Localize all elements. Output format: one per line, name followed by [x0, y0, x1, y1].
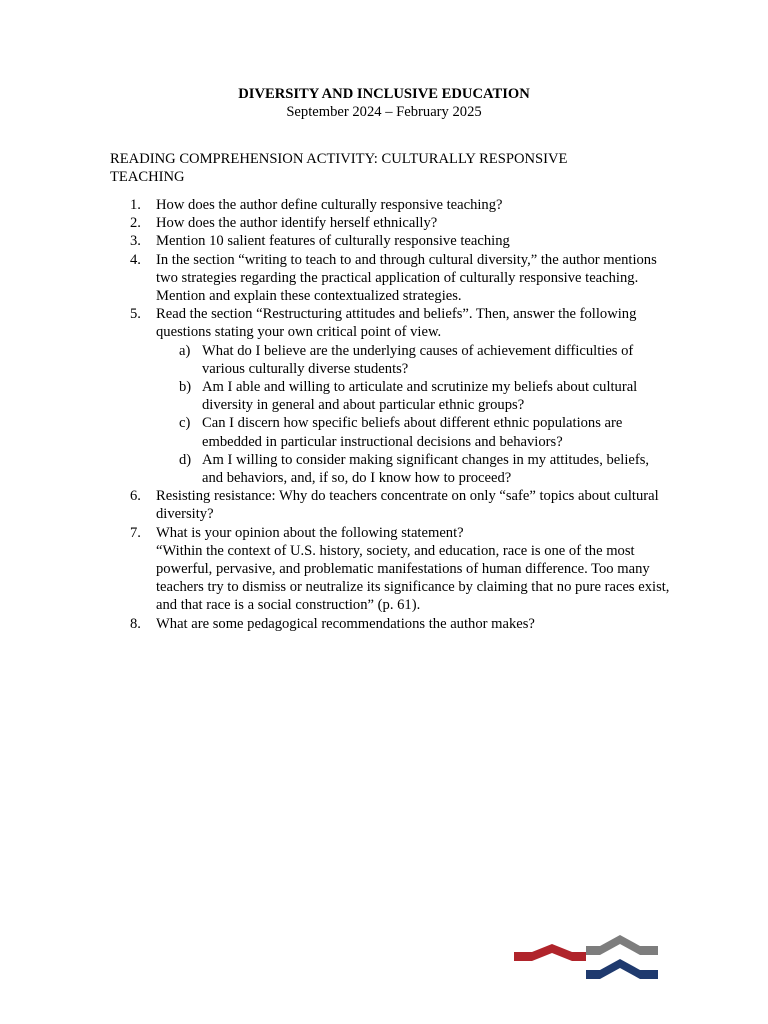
question-6	[110, 487, 670, 523]
sub-question-text: Am I willing to consider making significant changes in my attitudes, beliefs, and behaviors, and, if so, do I know how to proceed?	[202, 451, 650, 487]
question-list	[110, 196, 670, 633]
sub-question-c	[156, 414, 670, 450]
question-2	[110, 214, 670, 232]
question-number: 2.	[130, 215, 141, 232]
question-7	[110, 524, 670, 615]
question-4	[110, 251, 670, 306]
sub-question-letter: a)	[179, 342, 191, 359]
sub-question-letter: d)	[179, 451, 192, 468]
sub-question-b	[156, 378, 670, 414]
question-number: 3.	[130, 233, 141, 250]
question-text: Read the section “Restructuring attitudes and beliefs”. Then, answer the following questions stating your own critical point of view.	[156, 306, 637, 341]
logo-red-chevron	[514, 944, 586, 961]
question-number: 4.	[130, 251, 141, 268]
logo-gray-chevron	[586, 935, 658, 955]
institution-logo-icon	[512, 932, 662, 984]
logo-navy-chevron	[586, 959, 658, 979]
question-quote: “Within the context of U.S. history, society, and education, race is one of the most powerful, pervasive, and problematic manifestations of human difference. Too many teachers try to dismiss or neutralize its significance by claiming that no pure races exist, and that race is a social construction” (p. 61).	[156, 542, 670, 614]
question-text: Mention 10 salient features of culturally responsive teaching	[156, 233, 510, 250]
document-title: DIVERSITY AND INCLUSIVE EDUCATION	[238, 86, 530, 102]
sub-question-letter: c)	[179, 415, 191, 432]
sub-question-letter: b)	[179, 379, 192, 396]
question-number: 6.	[130, 488, 141, 505]
sub-question-d	[156, 451, 670, 487]
sub-question-a	[156, 342, 670, 378]
question-number: 5.	[130, 306, 141, 323]
sub-question-text: What do I believe are the underlying causes of achievement difficulties of various culturally diverse students?	[202, 342, 634, 377]
sub-question-list	[156, 342, 670, 488]
question-1	[110, 196, 670, 214]
question-number: 8.	[130, 615, 141, 632]
question-number: 1.	[130, 197, 141, 213]
question-text: How does the author identify herself ethnically?	[156, 215, 438, 232]
question-text: Resisting resistance: Why do teachers concentrate on only “safe” topics about cultural diversity?	[156, 488, 659, 523]
question-3	[110, 232, 670, 250]
question-8	[110, 615, 670, 633]
question-5	[110, 305, 670, 487]
document-dates: September 2024 – February 2025	[286, 104, 482, 120]
sub-question-text: Can I discern how specific beliefs about different ethnic populations are embedded in particular instructional decisions and behaviors?	[202, 415, 623, 450]
sub-question-text: Am I able and willing to articulate and scrutinize my beliefs about cultural diversity in general and about particular ethnic groups?	[202, 379, 638, 414]
question-text: What is your opinion about the following statement?	[156, 524, 464, 541]
question-text: What are some pedagogical recommendations the author makes?	[156, 615, 535, 632]
activity-heading: READING COMPREHENSION ACTIVITY: CULTURALLY RESPONSIVE TEACHING	[110, 151, 568, 185]
question-number: 7.	[130, 524, 141, 541]
question-text: In the section “writing to teach to and through cultural diversity,” the author mentions two strategies regarding the practical application of culturally responsive teaching. Mention and explain these contextualized strategies.	[156, 251, 657, 305]
question-text: How does the author define culturally responsive teaching?	[156, 197, 503, 213]
